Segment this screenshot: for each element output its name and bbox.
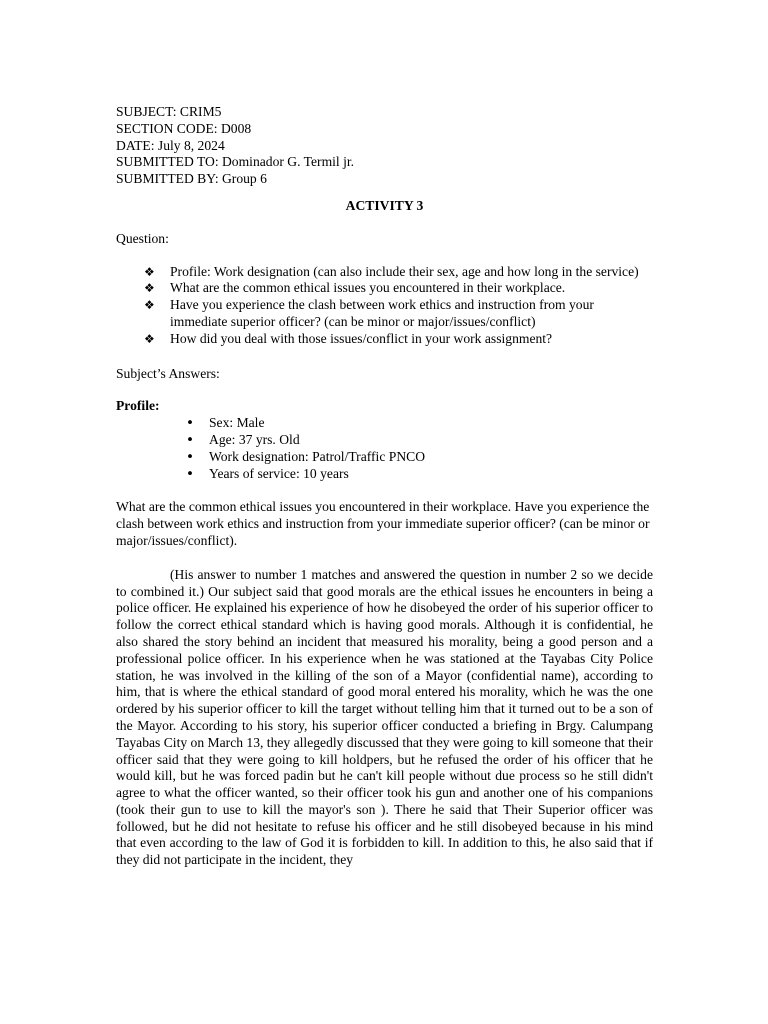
profile-label: Profile: [116,398,160,414]
dot-bullet-icon: • [186,431,195,448]
section-code-line: SECTION CODE: D008 [116,120,252,136]
submitted-by-line: SUBMITTED BY: Group 6 [116,171,267,187]
profile-item-text: Years of service: 10 years [209,465,349,481]
diamond-bullet-icon: ❖ [144,264,155,279]
dot-bullet-icon: • [186,465,195,482]
question-repeat-paragraph: What are the common ethical issues you encountered in their workplace. Have you experience the clash between work ethics and instruction from your immediate superior officer? (can be minor or major/issues/conflict). [116,499,650,548]
answers-label: Subject’s Answers: [116,365,220,381]
diamond-bullet-icon: ❖ [144,331,155,346]
question-list [116,264,653,348]
diamond-bullet-icon: ❖ [144,298,155,313]
question-text: Have you experience the clash between work ethics and instruction from your immediate superior officer? (can be minor or major/issues/conflict) [170,297,594,329]
profile-item-text: Work designation: Patrol/Traffic PNCO [209,448,426,464]
diamond-bullet-icon: ❖ [144,281,155,296]
answer-paragraph: (His answer to number 1 matches and answered the question in number 2 so we decide to combined it.) Our subject said that good morals are the ethical issues he encounters in being a police officer. He explained his experience of how he disobeyed the order of his superior officer to follow the correct ethical standard which is having good morals. Although it is confidential, he also shared the story behind an incident that measured his morality, being a good person and a professional police officer. In his experience when he was stationed at the Tayabas City Police station, he was involved in the killing of the son of a Mayor (confidential name), according to him, that is where the ethical standard of good moral entered his morality, which he was the one ordered by his superior officer to kill the target without telling him that it turned out to be a son of the Mayor. According to his story, his superior officer conducted a briefing in Brgy. Calumpang Tayabas City on March 13, they allegedly discussed that they were going to kill someone that their officer said that they were going to kill holdpers, but he refused the order of his officer that he would kill, but he was forced padin but he can't kill people without due process so he still didn't agree to what the officer wanted, so their officer took his gun and another one of his companions (took their gun to use to kill the mayor's son ). There he said that Their Superior officer was followed, but he did not hesitate to refuse his officer and he still disobeyed because in his mind that even according to the law of God it is forbidden to kill. In addition to this, he also said that if they did not participate in the incident, they [116,566,654,868]
question-label: Question: [116,230,169,246]
profile-item-text: Age: 37 yrs. Old [209,431,300,447]
subject-line: SUBJECT: CRIM5 [116,104,222,119]
activity-title: ACTIVITY 3 [345,197,424,213]
profile-item-text: Sex: Male [209,415,265,431]
list-item [144,280,653,297]
question-text: Profile: Work designation (can also include their sex, age and how long in the service) [170,263,639,279]
list-item [186,415,653,432]
date-line: DATE: July 8, 2024 [116,137,225,153]
document-header [116,104,653,188]
document-page [116,104,653,869]
list-item [186,431,653,449]
question-text: How did you deal with those issues/conflict in your work assignment? [170,330,553,346]
question-text: What are the common ethical issues you encountered in their workplace. [170,280,566,296]
list-item [144,263,653,281]
list-item [144,297,653,331]
submitted-to-line: SUBMITTED TO: Dominador G. Termil jr. [116,154,355,170]
profile-list [116,415,653,482]
list-item [144,330,653,348]
list-item [186,448,653,466]
list-item [186,465,653,483]
dot-bullet-icon: • [186,415,195,432]
dot-bullet-icon: • [186,448,195,465]
